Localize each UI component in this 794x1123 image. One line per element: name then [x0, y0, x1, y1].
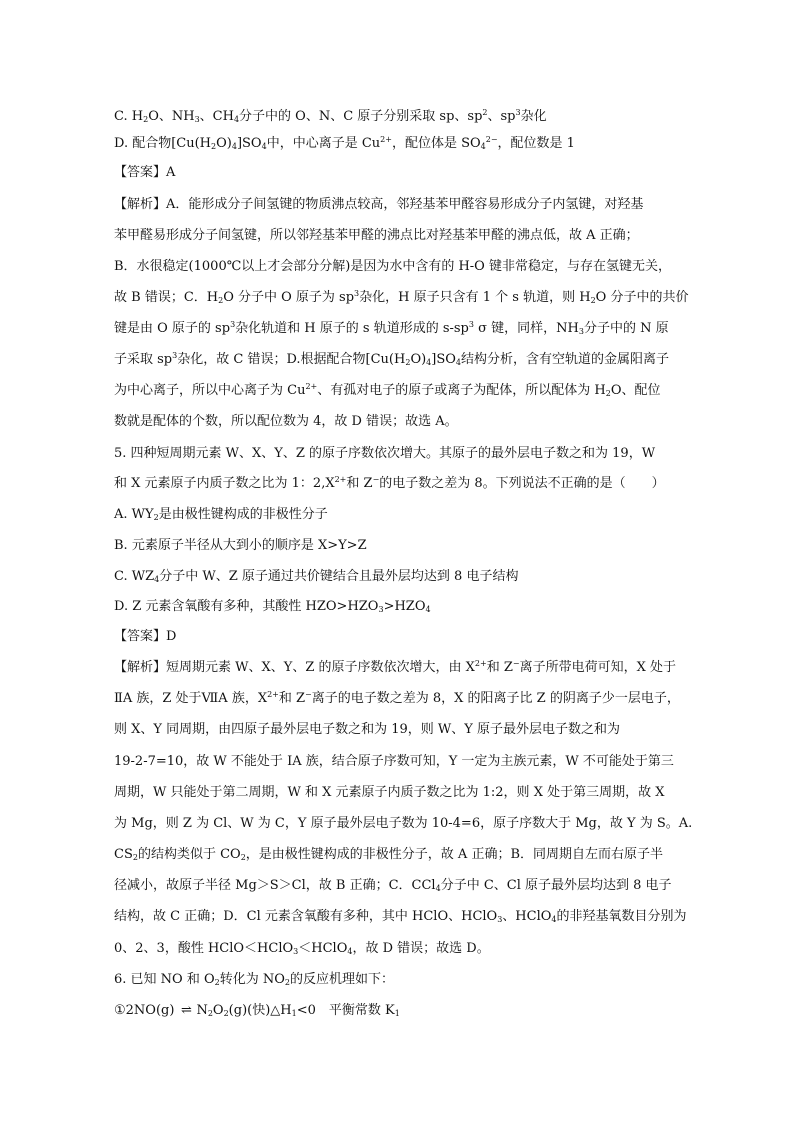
- text-segment: 【解析】短周期元素 W、X、Y、Z 的原子序数依次增大，由 X: [114, 660, 475, 675]
- text-segment: 0、2、3，酸性 HClO＜HClO: [114, 941, 294, 956]
- text-segment: ，配位体是 SO: [391, 136, 481, 151]
- text-segment: ⅡA 族，Z 处于ⅦA 族，X: [114, 691, 268, 706]
- text-line: [114, 752, 694, 772]
- text-segment: 、sp: [487, 109, 516, 124]
- text-segment: ①2NO(g): [114, 1003, 175, 1018]
- text-segment: 、HClO: [502, 909, 552, 924]
- text-segment: 和 Z: [346, 476, 373, 491]
- text-segment: 杂化: [520, 109, 547, 124]
- text-segment: 的非羟基氧数目分别为: [556, 909, 687, 924]
- text-segment: 3: [194, 115, 200, 124]
- text-segment: 4: [231, 142, 237, 151]
- text-segment: O): [216, 136, 232, 151]
- text-segment: 2: [218, 296, 224, 305]
- text-segment: O 分子中的共价: [595, 290, 689, 305]
- text-segment: 3: [172, 351, 178, 360]
- text-line: [114, 536, 694, 556]
- text-segment: 和 Z: [486, 660, 513, 675]
- text-segment: ，是由极性键构成的非极性分子，故 A 正确；B．同周期自左而右原子半: [245, 847, 664, 862]
- text-segment: 径减小，故原子半径 Mg＞S＞Cl，故 B 正确；C．CCl: [114, 878, 436, 893]
- text-segment: C. H: [114, 109, 144, 124]
- text-line: [114, 350, 694, 370]
- text-segment: 2+: [380, 135, 392, 144]
- equilibrium-arrow: ⇌: [180, 1003, 190, 1018]
- text-segment: 和 X 元素原子内质子数之比为 1：2,X: [114, 476, 335, 491]
- text-segment: 4: [233, 115, 240, 124]
- text-segment: 和 Z: [278, 691, 306, 706]
- text-segment: 1: [394, 1009, 400, 1018]
- text-segment: 、有孤对电子的原子或离子为配体，所以配体为 H: [317, 383, 606, 398]
- text-segment: C. WZ: [114, 569, 155, 584]
- text-segment: 杂化，H 原子只含有 1 个 s 轨道，则 H: [359, 290, 591, 305]
- text-segment: 周期，W 只能处于第二周期，W 和 X 元素原子内质子数之比为 1:2，则 X 处于第三周期，故 X: [114, 785, 665, 800]
- text-segment: 4: [425, 605, 431, 614]
- text-line: [114, 689, 694, 709]
- text-segment: <0 平衡常数 K: [296, 1003, 395, 1018]
- text-segment: O、配位: [610, 383, 661, 398]
- text-segment: −: [305, 690, 312, 699]
- text-segment: 中，中心离子是 Cu: [266, 136, 381, 151]
- text-line: [114, 907, 694, 927]
- text-segment: 分子中的 O、N、C 原子分别采取 sp、sp: [239, 109, 483, 124]
- text-segment: 苯甲醛易形成分子间氢键，所以邻羟基苯甲醛的沸点比对羟基苯甲醛的沸点低，故 A 正确；: [114, 228, 639, 243]
- text-segment: 3: [578, 327, 584, 336]
- text-line: [114, 658, 694, 678]
- text-segment: 分子中的 N 原: [583, 321, 669, 336]
- text-segment: (g)(快)△H: [228, 1003, 292, 1018]
- text-segment: 的电子数之差为 8。下列说法不正确的是（ ）: [379, 476, 665, 491]
- text-line: [114, 567, 694, 587]
- text-line: [114, 970, 694, 990]
- text-segment: 的结构类似于 CO: [137, 847, 241, 862]
- text-segment: 2: [207, 1009, 213, 1018]
- text-line: [114, 107, 694, 127]
- text-segment: O: [212, 1003, 224, 1018]
- text-segment: 2: [143, 115, 149, 124]
- text-segment: ，故 D 错误；故选 D。: [352, 941, 490, 956]
- text-segment: 为中心离子，所以中心离子为 Cu: [114, 383, 306, 398]
- text-segment: 4: [480, 142, 486, 151]
- text-line: [114, 444, 694, 464]
- text-line: [114, 195, 694, 215]
- text-segment: 3: [378, 605, 384, 614]
- text-segment: 转化为 NO: [219, 972, 285, 987]
- text-segment: 5. 四种短周期元素 W、X、Y、Z 的原子序数依次增大。其原子的最外层电子数之和为 19，W: [114, 446, 656, 461]
- text-segment: 结构分析，含有空轨道的金属阳离子: [461, 352, 670, 367]
- text-segment: 【答案】A: [114, 165, 176, 180]
- text-line: [114, 474, 694, 494]
- text-segment: 结构，故 C 正确；D．Cl 元素含氧酸有多种，其中 HClO、HClO: [114, 909, 498, 924]
- text-line: [114, 845, 694, 865]
- text-segment: 3: [468, 320, 474, 329]
- text-segment: 、CH: [199, 109, 234, 124]
- text-segment: 离子的电子数之差为 8，X 的阳离子比 Z 的阴离子少一层电子，: [311, 691, 680, 706]
- text-segment: 2+: [474, 659, 487, 668]
- text-segment: σ 键，同样，NH: [473, 321, 579, 336]
- text-line: [114, 720, 694, 740]
- text-segment: −: [512, 659, 520, 668]
- text-line: [114, 381, 694, 401]
- text-line: [114, 814, 694, 834]
- text-segment: B. 元素原子半径从大到小的顺序是 X>Y>Z: [114, 538, 367, 553]
- text-segment: ，配位数是 1: [497, 136, 575, 151]
- text-segment: 4: [426, 358, 432, 367]
- text-segment: CS: [114, 847, 133, 862]
- text-segment: 3: [230, 320, 236, 329]
- text-line: [114, 939, 694, 959]
- text-segment: 2: [132, 853, 138, 862]
- text-segment: 2−: [485, 135, 498, 144]
- text-segment: 子采取 sp: [114, 352, 173, 367]
- text-segment: ]SO: [236, 136, 262, 151]
- text-segment: 2: [211, 142, 217, 151]
- text-line: [114, 627, 694, 647]
- text-segment: 数就是配体的个数，所以配位数为 4，故 D 错误；故选 A。: [114, 414, 458, 429]
- text-segment: 的反应机理如下：: [289, 972, 394, 987]
- text-line: [114, 783, 694, 803]
- text-segment: 4: [154, 575, 160, 584]
- text-line: [114, 505, 694, 525]
- text-segment: D. 配合物[Cu(H: [114, 136, 212, 151]
- text-segment: 离子所带电荷可知，X 处于: [519, 660, 676, 675]
- text-segment: 6. 已知 NO 和 O: [114, 972, 215, 987]
- text-segment: 4: [261, 142, 267, 151]
- text-segment: 2+: [334, 475, 347, 484]
- text-segment: 2: [240, 853, 246, 862]
- text-segment: 3: [497, 915, 503, 924]
- text-segment: 4: [435, 884, 441, 893]
- text-segment: 2: [223, 1009, 229, 1018]
- text-segment: 分子中 C、Cl 原子最外层均达到 8 电子: [440, 878, 672, 893]
- text-segment: 杂化轨道和 H 原子的 s 轨道形成的 s-sp: [235, 321, 469, 336]
- text-segment: 2+: [305, 382, 318, 391]
- text-line: [114, 876, 694, 896]
- text-line: [114, 257, 694, 277]
- text-segment: >HZO: [383, 599, 426, 614]
- text-segment: 是由极性键构成的非极性分子: [158, 507, 328, 522]
- text-segment: O、NH: [148, 109, 195, 124]
- text-segment: D. Z 元素含氧酸有多种，其酸性 HZO>HZO: [114, 599, 379, 614]
- text-segment: 2: [482, 108, 488, 117]
- text-segment: A. WY: [114, 507, 154, 522]
- text-line: [114, 412, 694, 432]
- text-segment: 键是由 O 原子的 sp: [114, 321, 231, 336]
- text-segment: B．水很稳定(1000℃以上才会部分分解)是因为水中含有的 H-O 键非常稳定，与存在氢键无关，: [114, 259, 671, 274]
- text-segment: 2: [214, 978, 220, 987]
- text-line: [114, 597, 694, 617]
- text-segment: 【解析】A．能形成分子间氢键的物质沸点较高，邻羟基苯甲醛容易形成分子内氢键，对羟基: [114, 197, 644, 212]
- text-segment: N: [196, 1003, 208, 1018]
- text-segment: 2: [605, 389, 611, 398]
- text-segment: 3: [293, 947, 299, 956]
- text-segment: ]SO: [431, 352, 456, 367]
- text-segment: 【答案】D: [114, 629, 177, 644]
- text-segment: 分子中 W、Z 原子通过共价键结合且最外层均达到 8 电子结构: [159, 569, 519, 584]
- text-segment: 3: [515, 108, 521, 117]
- text-segment: 为 Mg，则 Z 为 Cl、W 为 C，Y 原子最外层电子数为 10-4=6，原子序数大于 Mg，故 Y 为 S。A.: [114, 816, 693, 831]
- text-segment: 2: [284, 978, 290, 987]
- text-segment: 杂化，故 C 错误；D.根据配合物[Cu(H: [177, 352, 406, 367]
- text-line: [114, 163, 694, 183]
- text-segment: 19-2-7=10，故 W 不能处于 IA 族，结合原子序数可知，Y 一定为主族元素，W 不可能处于第三: [114, 754, 674, 769]
- text-segment: 故 B 错误；C．H: [114, 290, 219, 305]
- text-segment: 2: [405, 358, 411, 367]
- text-segment: 2: [153, 513, 159, 522]
- text-segment: 2: [590, 296, 596, 305]
- text-segment: O 分子中 O 原子为 sp: [223, 290, 355, 305]
- text-segment: 则 X、Y 同周期，由四原子最外层电子数之和为 19，则 W、Y 原子最外层电子数之和为: [114, 722, 620, 737]
- text-line: [114, 134, 694, 154]
- text-line: [114, 319, 694, 339]
- text-segment: 4: [551, 915, 557, 924]
- text-line: [114, 1001, 694, 1021]
- text-segment: 4: [455, 358, 461, 367]
- text-segment: 2+: [267, 690, 279, 699]
- text-segment: 4: [347, 947, 353, 956]
- text-segment: −: [372, 475, 380, 484]
- text-segment: 1: [291, 1009, 297, 1018]
- text-segment: 3: [354, 289, 360, 298]
- text-segment: O): [410, 352, 427, 367]
- text-line: [114, 288, 694, 308]
- text-line: [114, 226, 694, 246]
- text-segment: ＜HClO: [298, 941, 348, 956]
